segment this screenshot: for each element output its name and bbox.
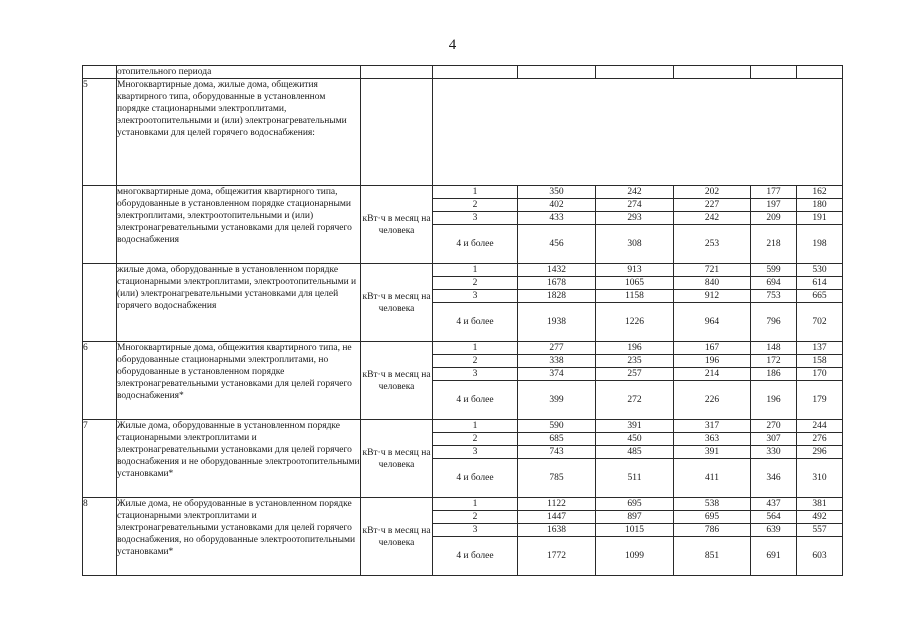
- people-count: 3: [433, 212, 518, 225]
- norm-value: 330: [751, 446, 797, 459]
- norm-value: 639: [751, 524, 797, 537]
- norm-value: 1015: [596, 524, 674, 537]
- norm-value: 743: [518, 446, 596, 459]
- row-number: 5: [83, 79, 117, 186]
- cell-empty: [433, 79, 843, 186]
- norm-value: 897: [596, 511, 674, 524]
- norm-value: 186: [751, 368, 797, 381]
- norm-value: 557: [797, 524, 843, 537]
- cell-empty: [797, 66, 843, 79]
- norm-value: 244: [797, 420, 843, 433]
- norm-value: 137: [797, 342, 843, 355]
- norm-value: 702: [797, 303, 843, 342]
- norm-value: 177: [751, 186, 797, 199]
- people-count: 3: [433, 368, 518, 381]
- norm-value: 485: [596, 446, 674, 459]
- norm-value: 1432: [518, 264, 596, 277]
- norm-value: 363: [674, 433, 751, 446]
- norm-value: 235: [596, 355, 674, 368]
- norm-value: 242: [596, 186, 674, 199]
- norm-value: 1828: [518, 290, 596, 303]
- norm-value: 170: [797, 368, 843, 381]
- norm-value: 840: [674, 277, 751, 290]
- people-count: 3: [433, 446, 518, 459]
- norm-value: 277: [518, 342, 596, 355]
- norm-value: 293: [596, 212, 674, 225]
- row-number: [83, 264, 117, 342]
- people-count: 1: [433, 186, 518, 199]
- norm-value: 402: [518, 199, 596, 212]
- norm-value: 590: [518, 420, 596, 433]
- norm-value: 296: [797, 446, 843, 459]
- category-description: Жилые дома, не оборудованные в установленном порядке стационарными электроплитами и электронагревательными установками для целей горячего водоснабжения, но оборудованные электроотопительными установками*: [117, 498, 361, 576]
- norm-value: 167: [674, 342, 751, 355]
- norm-value: 391: [596, 420, 674, 433]
- unit-label: кВт·ч в месяц на человека: [361, 264, 433, 342]
- norm-value: 381: [797, 498, 843, 511]
- norm-value: 253: [674, 225, 751, 264]
- norm-value: 912: [674, 290, 751, 303]
- cell-empty: [751, 66, 797, 79]
- norm-value: 391: [674, 446, 751, 459]
- norm-value: 191: [797, 212, 843, 225]
- norm-value: 1122: [518, 498, 596, 511]
- norm-value: 242: [674, 212, 751, 225]
- norm-value: 272: [596, 381, 674, 420]
- norm-value: 270: [751, 420, 797, 433]
- unit-label: кВт·ч в месяц на человека: [361, 186, 433, 264]
- category-description: жилые дома, оборудованные в установленном порядке стационарными электроплитами, электроотопительными и (или) электронагревательными установками для целей горячего водоснабжения: [117, 264, 361, 342]
- norm-value: 218: [751, 225, 797, 264]
- table-row: [83, 498, 843, 511]
- norm-value: 346: [751, 459, 797, 498]
- norm-value: 1226: [596, 303, 674, 342]
- norm-value: 209: [751, 212, 797, 225]
- norm-value: 338: [518, 355, 596, 368]
- people-count: 1: [433, 498, 518, 511]
- norm-value: 350: [518, 186, 596, 199]
- norm-value: 411: [674, 459, 751, 498]
- norm-value: 1447: [518, 511, 596, 524]
- row-number: [83, 186, 117, 264]
- unit-label: кВт·ч в месяц на человека: [361, 420, 433, 498]
- cell-empty: [433, 66, 518, 79]
- norm-value: 456: [518, 225, 596, 264]
- norm-value: 1638: [518, 524, 596, 537]
- norm-value: 695: [596, 498, 674, 511]
- people-count: 2: [433, 355, 518, 368]
- category-description: Жилые дома, оборудованные в установленном порядке стационарными электроплитами и электронагревательными установками для целей горячего водоснабжения и не оборудованные электроотопительными установками*: [117, 420, 361, 498]
- table-row: [83, 66, 843, 79]
- norm-value: 786: [674, 524, 751, 537]
- norm-value: 753: [751, 290, 797, 303]
- norm-value: 695: [674, 511, 751, 524]
- norm-value: 196: [674, 355, 751, 368]
- norm-value: 913: [596, 264, 674, 277]
- norm-value: 603: [797, 537, 843, 576]
- norm-value: 564: [751, 511, 797, 524]
- people-count: 2: [433, 199, 518, 212]
- people-count: 3: [433, 290, 518, 303]
- norm-value: 599: [751, 264, 797, 277]
- norm-value: 226: [674, 381, 751, 420]
- norm-value: 202: [674, 186, 751, 199]
- cell-empty: [674, 66, 751, 79]
- norm-value: 308: [596, 225, 674, 264]
- top-row-text: отопительного периода: [117, 66, 361, 79]
- norm-value: 148: [751, 342, 797, 355]
- norm-value: 433: [518, 212, 596, 225]
- table-body: [83, 66, 843, 576]
- norm-value: 694: [751, 277, 797, 290]
- norm-value: 197: [751, 199, 797, 212]
- category-description: Многоквартирные дома, общежития квартирного типа, не оборудованные стационарными электроплитами, но оборудованные в установленном порядке электронагревательными установками для целей горячего водоснабжения*: [117, 342, 361, 420]
- category-description: Многоквартирные дома, жилые дома, общежития квартирного типа, оборудованные в установленном порядке стационарными электроплитами, электроотопительными и (или) электронагревательными установками для целей горячего водоснабжения:: [117, 79, 361, 186]
- norm-value: 665: [797, 290, 843, 303]
- norm-value: 227: [674, 199, 751, 212]
- people-count: 1: [433, 342, 518, 355]
- cell-empty: [596, 66, 674, 79]
- cell-empty: [361, 66, 433, 79]
- norm-value: 180: [797, 199, 843, 212]
- people-count: 2: [433, 277, 518, 290]
- norm-value: 492: [797, 511, 843, 524]
- table-row: [83, 79, 843, 186]
- norm-value: 691: [751, 537, 797, 576]
- cell-empty: [361, 79, 433, 186]
- norm-value: 198: [797, 225, 843, 264]
- people-count: 1: [433, 420, 518, 433]
- people-count: 2: [433, 511, 518, 524]
- people-count: 4 и более: [433, 459, 518, 498]
- people-count: 3: [433, 524, 518, 537]
- norm-value: 685: [518, 433, 596, 446]
- norm-value: 1938: [518, 303, 596, 342]
- norm-value: 964: [674, 303, 751, 342]
- norm-value: 307: [751, 433, 797, 446]
- category-description: многоквартирные дома, общежития квартирного типа, оборудованные в установленном порядке стационарными электроплитами, электроотопительными и (или) электронагревательными установками для целей горячего водоснабжения: [117, 186, 361, 264]
- norm-value: 179: [797, 381, 843, 420]
- people-count: 4 и более: [433, 225, 518, 264]
- norm-value: 158: [797, 355, 843, 368]
- norm-value: 399: [518, 381, 596, 420]
- norm-value: 196: [751, 381, 797, 420]
- norm-value: 257: [596, 368, 674, 381]
- norm-value: 851: [674, 537, 751, 576]
- unit-label: кВт·ч в месяц на человека: [361, 498, 433, 576]
- norm-value: 317: [674, 420, 751, 433]
- consumption-norms-table: [82, 65, 843, 576]
- norm-value: 785: [518, 459, 596, 498]
- norm-value: 1099: [596, 537, 674, 576]
- norm-value: 1065: [596, 277, 674, 290]
- row-number: 7: [83, 420, 117, 498]
- norm-value: 196: [596, 342, 674, 355]
- cell-empty: [83, 66, 117, 79]
- norm-value: 796: [751, 303, 797, 342]
- norm-value: 721: [674, 264, 751, 277]
- cell-empty: [518, 66, 596, 79]
- norm-value: 511: [596, 459, 674, 498]
- people-count: 4 и более: [433, 381, 518, 420]
- row-number: 6: [83, 342, 117, 420]
- row-number: 8: [83, 498, 117, 576]
- people-count: 1: [433, 264, 518, 277]
- norm-value: 214: [674, 368, 751, 381]
- norm-value: 538: [674, 498, 751, 511]
- norm-value: 276: [797, 433, 843, 446]
- norm-value: 310: [797, 459, 843, 498]
- norm-value: 172: [751, 355, 797, 368]
- people-count: 2: [433, 433, 518, 446]
- norm-value: 1678: [518, 277, 596, 290]
- people-count: 4 и более: [433, 537, 518, 576]
- norm-value: 614: [797, 277, 843, 290]
- table-row: [83, 186, 843, 199]
- norm-value: 1772: [518, 537, 596, 576]
- table-row: [83, 420, 843, 433]
- table-row: [83, 342, 843, 355]
- table-row: [83, 264, 843, 277]
- people-count: 4 и более: [433, 303, 518, 342]
- norm-value: 274: [596, 199, 674, 212]
- norm-value: 530: [797, 264, 843, 277]
- norm-value: 162: [797, 186, 843, 199]
- page-number: 4: [448, 37, 457, 53]
- norm-value: 374: [518, 368, 596, 381]
- norm-value: 1158: [596, 290, 674, 303]
- unit-label: кВт·ч в месяц на человека: [361, 342, 433, 420]
- norm-value: 437: [751, 498, 797, 511]
- norm-value: 450: [596, 433, 674, 446]
